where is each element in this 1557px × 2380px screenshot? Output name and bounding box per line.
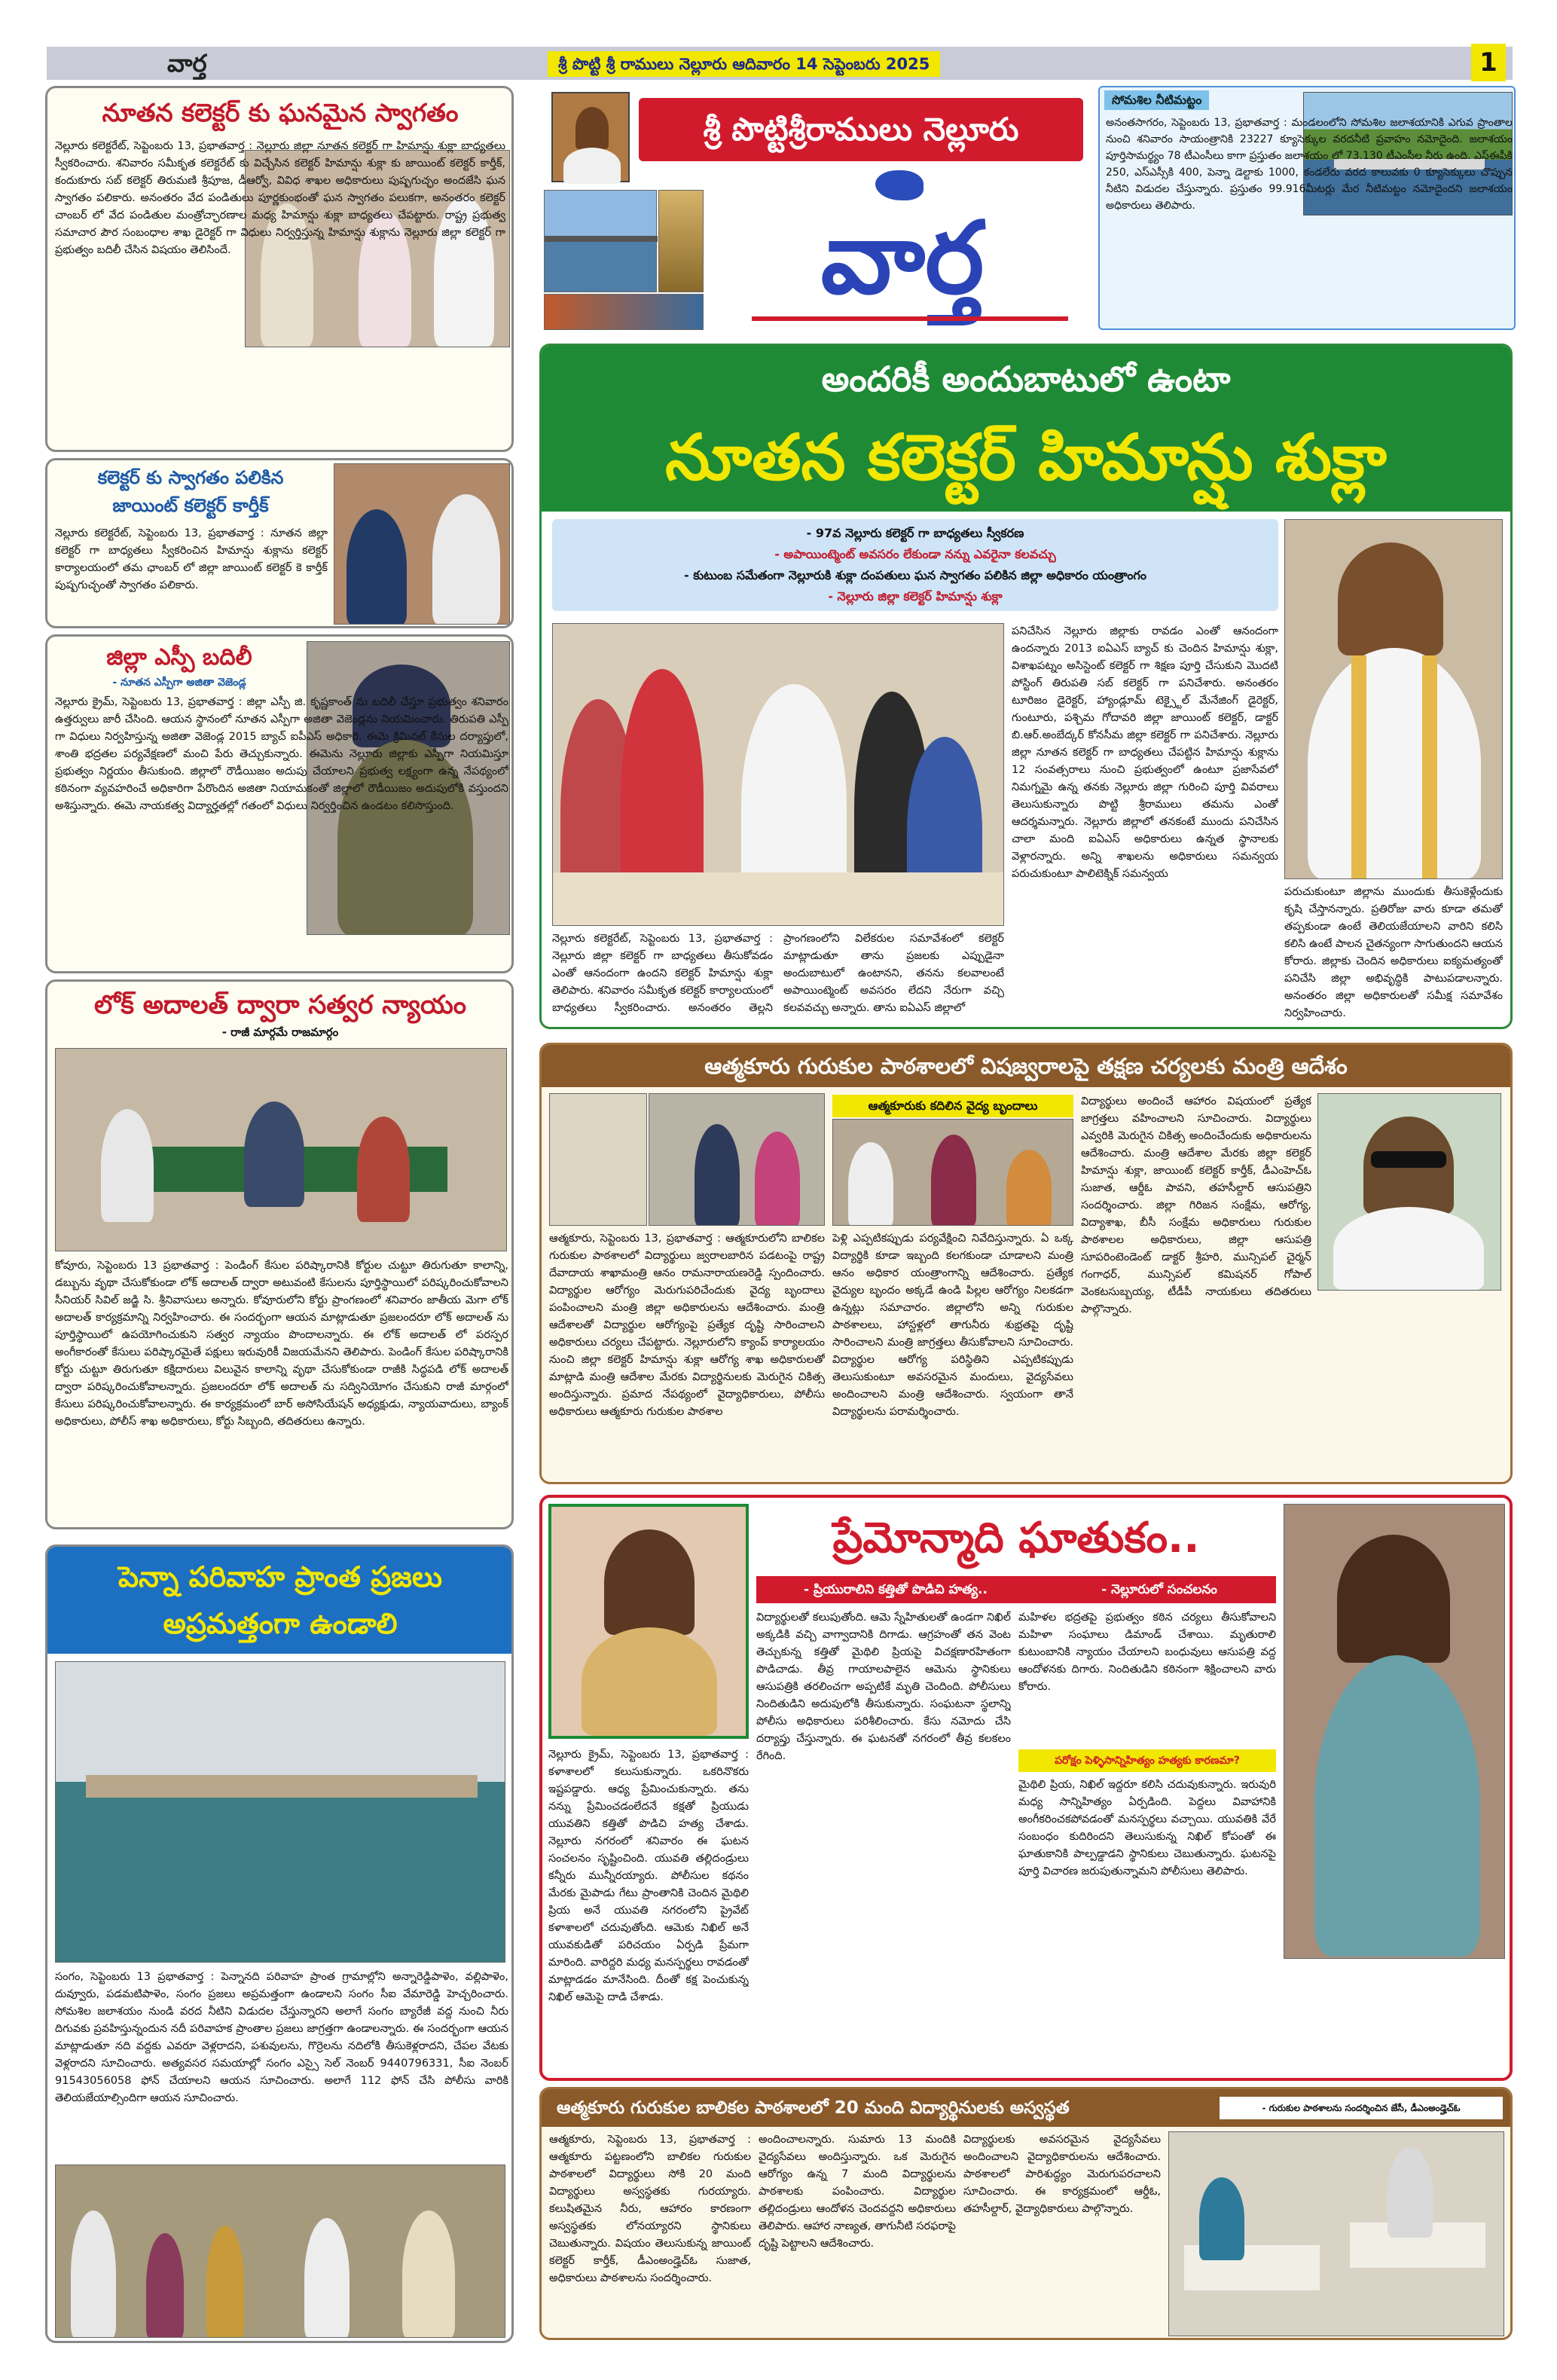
crime-question-box xyxy=(1018,1749,1276,1772)
penna-headline-2: అప్రమత్తంగా ఉండాలి xyxy=(163,1607,398,1640)
atmakur-minister-text-c: విద్యార్థులు అందించే ఆహారం విషయంలో ప్రత్యేక జాగ్రత్తలు వహించాలని సూచించారు. విద్యార్థులు ఎవ్వరికి మెరుగైన చికిత్స అందించేందుకు అధికారులను ఆదేశించారు. మంత్రి ఆదేశాల మేరకు జిల్లా కలెక్టర్ హిమాన్షు శుక్లా, జాయింట్ కలెక్టర్ కార్తీక్, డీఎంహెచ్ఓ సుజాత, ఆర్డీఓ పావని, తహసీల్దార్ ఆసుపత్రిని సందర్శించారు. జిల్లా గిరిజన సంక్షేమ, ఆరోగ్య, విద్యాశాఖ, బీసీ సంక్షేమ అధికారులు గురుకుల పాఠశాలల అధికారులు, జిల్లా ఆసుపత్రి సూపరింటెండెంట్ డాక్టర్ శ్రీహరి, మున్సిపల్ చైర్మన్ గంగాధర్, మున్సిపల్ కమిషనర్ గోపాల్ వెంకటసుబ్బయ్య, టీడీపీ నాయకులు తదితరులు పాల్గొన్నారు. xyxy=(1081,1095,1311,1315)
sp-text: నెల్లూరు క్రైమ్, సెప్టెంబరు 13, ప్రభాతవార్త : జిల్లా ఎస్పీ జి. కృష్ణకాంత్ ను బదిలీ చేస్తూ ప్రభుత్వం శనివారం ఉత్తర్వులు జారీ చేసింది. ఆయన స్థానంలో నూతన ఎస్పీగా అజితా వెజెండ్లను నియమించారు. తిరుపతి ఎస్పీ గా విధులు నిర్వహిస్తున్న అజితా వెజెండ్ల 2015 బ్యాచ్ ఐపీఎస్ అధికారి. ఈమె క్రిమినల్ కేసుల దర్యాప్తులో, శాంతి భద్రతల పర్యవేక్షణలో మంచి పేరు తెచ్చుకున్నారు. ఈమెను నెల్లూరు జిల్లాకు ఎస్పీగా నియమిస్తూ ప్రభుత్వం నిర్ణయం తీసుకుంది. జిల్లాలో రౌడీయిజం అదుపు చేయాలని ప్రభుత్వ లక్ష్యంగా ఉన్న నేపథ్యంలో కఠినంగా వ్యవహరించే అధికారిగా పేరొందిన అజితా నియామకంతో జిల్లాలో రౌడీయిజం అదుపులోకి వస్తుందని అశిస్తున్నారు. ఈమె నాయకత్వ విద్యార్హతల్లో గతంలో విధులు నిర్వర్తించిన ఉండటం కలిసొస్తుంది. xyxy=(55,696,508,812)
sp-story-box xyxy=(45,634,514,973)
somasila-title: సోమశిల నీటిమట్టం xyxy=(1104,90,1209,110)
lead-bullet-2: - అపాయింట్మెంట్ అవసరం లేకుండా నన్ను ఎవరైనా కలవచ్చు xyxy=(774,547,1056,561)
river-bridge-photo xyxy=(544,190,657,292)
atmakur-medical-photo-3 xyxy=(832,1119,1073,1226)
lead-kicker: అందరికీ అందుబాటులో ఉంటా xyxy=(821,359,1231,399)
jc-photo xyxy=(334,463,510,625)
penna-story-box xyxy=(45,1544,514,2343)
lead-text-a: నెల్లూరు కలెక్టరేట్, సెప్టెంబరు 13, ప్రభాతవార్త : నెల్లూరు జిల్లా కలెక్టర్ గా బాధ్యతలు తీసుకోవడం ఎంతో ఆనందంగా ఉందని కలెక్టర్ హిమాన్షు శుక్లా తెలిపారు. శనివారం సమీకృత కలెక్టర్ కార్యాలయంలో బాధ్యతలు స్వీకరించారు. అనంతరం తెల్లని ప్రాంగణంలోని విలేకరుల సమావేశంలో కలెక్టర్ మాట్లాడుతూ తాను ప్రజలకు ఎప్పుడైనా అందుబాటులో ఉంటానని, తనను కలవాలంటే అపాయింట్మెంట్ అవసరం లేదని నేరుగా వచ్చి కలవవచ్చు అన్నారు. తాను ఐఏఎస్ జిల్లాలో xyxy=(552,933,1004,1014)
atmakur-minister-text-b: పెళ్లి ఎప్పటికప్పుడు పర్యవేక్షించి నివేదిస్తున్నారు. ఏ ఒక్క విద్యార్థికి కూడా ఇబ్బంది కలగకుండా చూడాలని మంత్రి ఆనం అధికార యంత్రాంగాన్ని ఆదేశించారు. ప్రత్యేక వైద్యుల బృందం అక్కడే ఉండి పిల్లల ఆరోగ్యం నిలకడగా ఉన్నట్లు సమాచారం. జిల్లాలోని అన్ని గురుకుల పాఠశాలలు, హాస్టళ్లలో తాగునీరు శుభ్రతపై దృష్టి సారించాలని మంత్రి జాగ్రత్తలు తీసుకోవాలని సూచించారు. విద్యార్థుల ఆరోగ్య పరిస్థితిని ఎప్పటికప్పుడు తెలుసుకుంటూ అవసరమైన మందులు, వైద్యసేవలు అందించాలని మంత్రి ఆదేశించారు. స్వయంగా తానే విద్యార్థులను పరామర్శించారు. xyxy=(832,1233,1073,1418)
crime-headline: ప్రేమోన్మాది ఘాతుకం.. xyxy=(832,1514,1200,1563)
crime-text-c: మైథిలి ప్రియ, నిఖిల్ ఇద్దరూ కలిసి చదువుకున్నారు. ఇరువురి మధ్య సాన్నిహిత్యం ఏర్పడింది. పెద్దలు వివాహానికి అంగీకరించకపోవడంతో మనస్పర్థలు వచ్చాయి. యువతికి వేరే సంబంధం కుదిరిందని తెలుసుకున్న నిఖిల్ కోపంతో ఈ ఘాతుకానికి పాల్పడ్డాడని స్థానికులు చెబుతున్నారు. ఘటనపై పూర్తి విచారణ జరుపుతున్నామని పోలీసులు తెలిపారు. xyxy=(1018,1779,1276,1877)
temple-gopuram-photo xyxy=(658,190,704,292)
atmakur-students-text-a: ఆత్మకూరు, సెప్టెంబరు 13, ప్రభాతవార్త : ఆత్మకూరు పట్టణంలోని బాలికల గురుకుల పాఠశాలలో విద్యార్థులు సోకి 20 మంది విద్యార్థులు అస్వస్థతకు గురయ్యారు. కలుషితమైన నీరు, ఆహారం కారణంగా అస్వస్థతకు లోనయ్యారని స్థానికులు చెబుతున్నారు. విషయం తెలుసుకున్న జాయింట్ కలెక్టర్ కార్తీక్, డీఎంఅండ్హెచ్ఓ సుజాత, అధికారులు పాఠశాలను సందర్శించారు. xyxy=(549,2134,751,2284)
atmakur-minister-box xyxy=(539,1043,1513,1484)
jc-headline-2: జాయింట్ కలెక్టర్ కార్తీక్ xyxy=(112,495,269,516)
lead-bullet-4: - నెల్లూరు జిల్లా కలెక్టర్ హిమాన్షు శుక్లా xyxy=(828,589,1003,603)
welcome-headline: నూతన కలెక్టర్ కు ఘనమైన స్వాగతం xyxy=(102,98,459,127)
top-header-bar xyxy=(47,47,1513,80)
penna-headline-1: పెన్నా పరివాహ ప్రాంత ప్రజలు xyxy=(118,1560,443,1593)
atmakur-students-headline-bar xyxy=(542,2089,1510,2127)
crime-subhead-bar xyxy=(756,1576,1276,1603)
atmakur-minister-headline: ఆత్మకూరు గురుకుల పాఠశాలలో విషజ్వరాలపై తక్షణ చర్యలకు మంత్రి ఆదేశం xyxy=(542,1045,1510,1087)
lokadalat-subhead: - రాజీ మార్గమే రాజమార్గం xyxy=(221,1025,339,1039)
lokadalat-headline: లోక్ అదాలత్ ద్వారా సత్వర న్యాయం xyxy=(94,990,466,1020)
atmakur-minister-text-a: ఆత్మకూరు, సెప్టెంబరు 13, ప్రభాతవార్త : ఆత్మకూరులోని బాలికల గురుకుల పాఠశాలలో విద్యార్థులు జ్వరాలబారిన పడటంపై రాష్ట్ర దేవాదాయ శాఖామంత్రి ఆనం రామనారాయణరెడ్డి స్పందించారు. విద్యార్థుల ఆరోగ్యం మెరుగుపరిచేందుకు వైద్య బృందాలు పంపించాలని మంత్రి జిల్లా అధికారులను ఆదేశించారు. మంత్రి ఆదేశాలతో విద్యార్థుల ఆరోగ్యంపై ప్రత్యేక దృష్టి సారించాలని అధికారులు చర్యలు చేపట్టారు. నెల్లూరులోని క్యాంప్ కార్యాలయం నుంచి జిల్లా కలెక్టర్ హిమాన్షు శుక్లా ఆరోగ్య శాఖ అధికారులతో మాట్లాడి మంత్రి ఆదేశాల మేరకు విద్యార్థినులకు మెరుగైన చికిత్స అందిస్తున్నారు. ప్రమాద నేపథ్యంలో వైద్యాధికారులు, పోలీసు అధికారులు ఆత్మకూరు గురుకుల పాఠశాల xyxy=(549,1233,825,1418)
sp-subhead: - నూతన ఎస్పీగా అజితా వెజెండ్ల xyxy=(112,677,246,689)
lead-text-c: పరుచుకుంటూ జిల్లాను ముందుకు తీసుకెళ్లేందుకు కృషి చేస్తానన్నారు. ప్రతిరోజు వారు కూడా తమతో తప్పకుండా ఉంటే తెలియజేయాలని వారిని కలిసి కలిసి ఉంటే పాలన చైతన్యంగా సాగుతుందని ఆయన కోరారు. జిల్లాకు చెందిన అధికారులు ఐక్యమత్యంతో పనిచేసి జిల్లా అభివృద్ధికి పాటుపడాలన్నారు. అనంతరం జిల్లా అధికారులతో సమీక్ష సమావేశం నిర్వహించారు. xyxy=(1284,886,1503,1019)
penna-text: సంగం, సెప్టెంబరు 13 ప్రభాతవార్త : పెన్నానది పరివాహ ప్రాంత గ్రామాల్లోని అన్నారెడ్డిపాళెం, వల్లిపాళెం, దువ్వూరు, పడమటిపాళెం, సంగం ప్రజలు అప్రమత్తంగా ఉండాలని సంగం సీఐ వేమారెడ్డి హెచ్చరించారు. సోమశిల జలాశయం నుండి వరద నీటిని విడుదల చేస్తున్నారని అలాగే సంగం బ్యారేజీ వద్ద నుంచి నీరు దిగువకు ప్రవహిస్తున్నందున నదీ పరివాహక ప్రాంతాల ప్రజలు జాగ్రత్తగా ఉండాలన్నారు. ఈ సందర్భంగా ఆయన మాట్లాడుతూ నది వద్దకు ఎవరూ వెళ్లరాదని, పశువులను, గొర్రెలను నదిలోకి తీసుకెళ్లరాదని, చేపల వేటకు వెళ్లరాదని సూచించారు. అత్యవసర సమయాల్లో సంగం ఎస్సై సెల్ నెంబర్ 9440796331, సీఐ నెంబర్ 91543056058 ఫోన్ చేయాలని ఆయన సూచించారు. అలాగే 112 ఫోన్ చేసి పోలీసు వారికి తెలియజేయాల్సిందిగా ఆయన సూచించారు. xyxy=(55,1971,508,2104)
masthead xyxy=(541,89,1089,331)
lokadalat-text: కోవూరు, సెప్టెంబరు 13 ప్రభాతవార్త : పెండింగ్ కేసుల పరిష్కారానికి కోర్టుల చుట్టూ తిరుగుతూ కాలాన్ని, డబ్బును వృథా చేసుకోకుండా లోక్ అదాలత్ ద్వారా అటువంటి కేసులను పూర్తిస్థాయిలో పరిష్కరించుకోవాలని సీనియర్ సివిల్ జడ్జి సి. శ్రీనివాసులు అన్నారు. కోవూరులోని కోర్టు ప్రాంగణంలో శనివారం జాతీయ మెగా లోక్ అదాలత్ కార్యక్రమాన్ని నిర్వహించారు. ఈ సందర్భంగా ఆయన మాట్లాడుతూ ప్రజలందరూ లోక్ అదాలత్ ను పూర్తిస్థాయిలో ఉపయోగించుకుని సత్వర న్యాయం పొందాలన్నారు. ఈ లోక్ అదాలత్ లో పరస్పర అంగీకారంతో కేసులు పరిష్కారమైతే పక్షులు ఇరువురికీ విజయమేనని తెలిపారు. పెండింగ్ కేసుల పరిష్కారానికి కోర్టు చుట్టూ తిరుగుతూ కక్షిదారులు విలువైన కాలాన్ని వృథా చేసుకోకుండా రాజీకి సిద్ధపడి లోక్ అదాలత్ ద్వారా పరిష్కరించుకోవాలన్నారు. ప్రజలందరూ లోక్ అదాలత్ ను సద్వినియోగం చేసుకుని రాజీ మార్గంలో కేసులు పరిష్కరించుకోవాలన్నారు. ఈ కార్యక్రమంలో బార్ అసోసియేషన్ అధ్యక్షుడు, న్యాయవాదులు, బ్యాంక్ అధికారులు, పోలీస్ శాఖ అధికారులు, కోర్టు సిబ్బంది, తదితరులు ఉన్నారు. xyxy=(55,1260,508,1428)
jc-headline-1: కలెక్టర్ కు స్వాగతం పలికిన xyxy=(97,467,284,488)
penna-barrage-photo xyxy=(55,1661,505,1963)
atmakur-students-box xyxy=(539,2087,1513,2340)
penna-crowd-photo xyxy=(55,2165,505,2338)
edition-date-line: శ్రీ పొట్టి శ్రీ రాములు నెల్లూరు ఆదివారం 14 సెప్టెంబరు 2025 xyxy=(548,51,940,77)
crime-text-c-top: మహిళల భద్రతపై ప్రభుత్వం కఠిన చర్యలు తీసుకోవాలని మహిళా సంఘాలు డిమాండ్ చేశాయి. మృతురాలి కుటుంబానికి న్యాయం చేయాలని బంధువులు ఆసుపత్రి వద్ద ఆందోళనకు దిగారు. నిందితుడిని కఠినంగా శిక్షించాలని వారు కోరారు. xyxy=(1018,1612,1276,1693)
crime-question: పరోక్షం పెళ్ళిసాన్నిహిత్యం హత్యకు కారణమా? xyxy=(1055,1755,1240,1767)
somasila-text: అనంతసాగరం, సెప్టెంబరు 13, ప్రభాతవార్త : మండలంలోని సోమశిల జలాశయానికి ఎగువ ప్రాంతాల నుంచి శనివారం సాయంత్రానికి 23227 క్యూసెక్కుల వరదనీటి ప్రవాహం నమోదైంది. జలాశయం పూర్తిసామర్థ్యం 78 టీఎంసీలు కాగా ప్రస్తుతం జలాశయం లో 73.130 టీఎంసీల నీరు ఉంది. ఎస్ఈపీకి 250, ఎస్ఎస్సీకి 400, పెన్నా డెల్టాకు 1000, కండలేరు వరద కాలువకు 0 క్యూసెక్కులు చొప్పున నీటిని విడుదల చేస్తున్నారు. ప్రస్తుతం 99.916మీటర్లు మేర నీటిమట్టం నమోదైందని జలాశయం అధికారులు తెలిపారు. xyxy=(1106,117,1513,212)
atmakur-students-subhead: - గురుకుల పాఠశాలను సందర్శించిన జేసీ, డీఎంఅండ్హెచ్ఓ xyxy=(1220,2097,1503,2119)
collector-family-photo xyxy=(552,623,1004,926)
lokadalat-story-box xyxy=(45,979,514,1529)
lokadalat-photo xyxy=(55,1048,507,1251)
logo-underline xyxy=(752,316,1068,321)
lead-text-b: పనిచేసిన నెల్లూరు జిల్లాకు రావడం ఎంతో ఆనందంగా ఉందన్నారు 2013 ఐఏఎస్ బ్యాచ్ కు చెందిన హిమాన్షు శుక్లా, విశాఖపట్నం అసిస్టెంట్ కలెక్టర్ గా శిక్షణ పూర్తి చేసుకుని మొదటి పోస్టింగ్ తిరుపతి సబ్ కలెక్టర్ గా పనిచేశారు. అనంతరం టూరిజం డైరెక్టర్, హ్యాండ్లూమ్ టెక్స్టైల్ మేనేజింగ్ డైరెక్టర్, గుంటూరు, పశ్చిమ గోదావరి జిల్లా జాయింట్ కలెక్టర్, డాక్టర్ బి.ఆర్.అంబేద్కర్ కోనసీమ జిల్లా కలెక్టర్ గా పనిచేశారు. నెల్లూరు జిల్లా నూతన కలెక్టర్ గా బాధ్యతలు చేపట్టిన హిమాన్షు శుక్లాను 12 సంవత్సరాలు నుంచి ప్రభుత్వంలో ఉంటూ ప్రజాసేవలో నిమగ్నమై ఉన్న తనకు నెల్లూరు జిల్లా గురించి పూర్తి వివరాలు తెలుసుకున్నారు పొట్టి శ్రీరాములు తమను ఎంతో ఆదర్శమన్నారు. నెల్లూరు జిల్లాలో తనకంటే ముందు పనిచేసిన చాలా మంది ఐఏఎస్ అధికారులు ఉన్నత స్థానాలకు వెళ్లారన్నారు. అన్ని శాఖలను అధికారులు సమన్వయ పరుచుకుంటూ పాలిటెక్నిక్ సమన్వయ xyxy=(1012,625,1278,880)
lead-bullet-1: - 97వ నెల్లూరు కలెక్టర్ గా బాధ్యతలు స్వీకరణ xyxy=(806,526,1024,540)
atmakur-students-headline: ఆత్మకూరు గురుకుల బాలికల పాఠశాలలో 20 మంది విద్యార్థినులకు అస్వస్థత xyxy=(557,2098,1070,2118)
lead-headline: నూతన కలెక్టర్ హిమాన్షు శుక్లా xyxy=(665,420,1387,494)
dove-logo-icon xyxy=(875,170,924,200)
lead-bullet-3: - కుటుంబ సమేతంగా నెల్లూరుకి శుక్లా దంపతులు ఘన స్వాగతం పలికిన జిల్లా అధికారం యంత్రాంగం xyxy=(684,568,1146,582)
jc-story-box xyxy=(45,458,514,628)
crime-text-b: విద్యార్థులతో కలుపుతోంది. ఆమె స్నేహితులతో ఉండగా నిఖిల్ అక్కడికి వచ్చి వాగ్వాదానికి దిగాడు. ఆగ్రహంతో తన వెంట తెచ్చుకున్న కత్తితో మైథిలి ప్రియపై విచక్షణారహితంగా పొడిచాడు. తీవ్ర గాయాలపాలైన ఆమెను స్థానికులు ఆసుపత్రికి తరలించగా అప్పటికే మృతి చెందింది. పోలీసులు నిందితుడిని అదుపులోకి తీసుకున్నారు. సంఘటనా స్థలాన్ని పోలీసు అధికారులు పరిశీలించారు. కేసు నమోదు చేసి దర్యాప్తు చేస్తున్నారు. ఈ ఘటనతో నగరంలో తీవ్ర కలకలం రేగింది. xyxy=(756,1612,1011,1762)
collector-portrait-photo xyxy=(1284,519,1503,879)
victim-photo xyxy=(548,1504,749,1739)
crime-subhead-1: - ప్రియురాలిని కత్తితో పొడిచి హత్య.. xyxy=(804,1582,988,1597)
atmakur-medical-photo-2 xyxy=(649,1093,825,1226)
crime-text-a: నెల్లూరు క్రైమ్, సెప్టెంబరు 13, ప్రభాతవార్త : కళాశాలలో కలుసుకున్నారు. ఒకరినొకరు ఇష్టపడ్డారు. ఆధ్య ప్రేమించుకున్నారు. తను నన్ను ప్రేమించడంలేదనే కక్షతో ప్రియుడు యువతిని కత్తితో పొడిచి హత్య చేశాడు. నెల్లూరు నగరంలో శనివారం ఈ ఘటన సంచలనం సృష్టించింది. యువతి తల్లిదండ్రులు కన్నీరు మున్నీరయ్యారు. పోలీసుల కథనం మేరకు మైపాడు గేటు ప్రాంతానికి చెందిన మైథిలి ప్రియ అనే యువతి నగరంలోని ప్రైవేట్ కళాశాలలో చదువుతోంది. ఆమెకు నిఖిల్ అనే యువకుడితో పరిచయం ఏర్పడి ప్రేమగా మారింది. వారిద్దరి మధ్య మనస్పర్థలు రావడంతో మాట్లాడడం మానేసింది. దీంతో కక్ష పెంచుకున్న నిఖిల్ ఆమెపై దాడి చేశాడు. xyxy=(548,1749,749,2003)
main-logo: వార్త xyxy=(820,200,985,316)
lead-bullets xyxy=(552,519,1278,611)
minister-phone-photo xyxy=(1317,1093,1501,1291)
welcome-story-box xyxy=(45,86,514,452)
masthead-small-logo: వార్త xyxy=(167,49,207,78)
atmakur-students-text-c: విద్యార్థులకు అవసరమైన వైద్యసేవలు అందించాలని వైద్యాధికారులను ఆదేశించారు. పాఠశాలలో పారిశుద్ధ్యం మెరుగుపరచాలని సూచించారు. ఈ కార్యక్రమంలో ఆర్డీఓ, తహసీల్దార్, వైద్యాధికారులు పాల్గొన్నారు. xyxy=(963,2134,1161,2215)
atmakur-medical-photo-1 xyxy=(549,1093,647,1226)
victim-hospital-photo xyxy=(1284,1504,1505,1959)
sp-headline: జిల్లా ఎస్పీ బదిలీ xyxy=(106,644,252,671)
crime-subhead-2: - నెల్లూరులో సంచలనం xyxy=(1101,1582,1217,1597)
crime-story-box xyxy=(539,1495,1513,2081)
lead-story-box xyxy=(539,344,1513,1029)
jc-text: నెల్లూరు కలెక్టరేట్, సెప్టెంబరు 13, ప్రభాతవార్త : నూతన జిల్లా కలెక్టర్ గా బాధ్యతలు స్వీకరించిన హిమాన్షు శుక్లాను కలెక్టర్ కార్యాలయంలో తమ ఛాంబర్ లో జిల్లా జాయింట్ కలెక్టర్ కె కార్తీక్ పుష్పగుచ్ఛంతో స్వాగతం పలికారు. xyxy=(55,527,328,591)
atmakur-students-text-b: అందించాలన్నారు. సుమారు 13 మందికి వైద్యసేవలు అందిస్తున్నారు. ఒక మెరుగైన ఆరోగ్యం ఉన్న 7 మంది విద్యార్థులను పాఠశాలకు పంపించారు. విద్యార్థుల తల్లిదండ్రులు ఆందోళన చెందవద్దని అధికారులు తెలిపారు. ఆహార నాణ్యత, తాగునీటి సరఫరాపై దృష్టి పెట్టాలని ఆదేశించారు. xyxy=(759,2134,956,2250)
district-banner: శ్రీ పొట్టిశ్రీరాములు నెల్లూరు xyxy=(639,98,1083,161)
welcome-text: నెల్లూరు కలెక్టరేట్, సెప్టెంబరు 13, ప్రభాతవార్త : నెల్లూరు జిల్లా నూతన కలెక్టర్ గా హిమాన్షు శుక్లా బాధ్యతలు స్వీకరించారు. శనివారం సమీకృత కలెక్టరేట్ కు విచ్చేసిన కలెక్టర్ హిమాన్షు శుక్లా కు జాయింట్ కలెక్టర్ కార్తీక్, కందుకూరు సబ్ కలెక్టర్ తిరుమణి శ్రీపూజ, డీఆర్వో, వివిధ శాఖల అధికారులు పుష్పగుచ్ఛం అందజేసి ఘన స్వాగతం పలికారు. అనంతరం వేద పండితులు పూర్ణకుంభంతో ఘన స్వాగతం పలుకగా, అనంతరం కలెక్టర్ చాంబర్ లో వేద పండితుల మంత్రోచ్ఛారణాల మధ్య హిమాన్షు శుక్లా బాధ్యతలు చేపట్టారు. రాష్ట్ర ప్రభుత్వ సమాచార పౌర సంబంధాల శాఖ డైరెక్టర్ గా విధులు నిర్వర్తిస్తున్న హిమాన్షు శుక్లాను నెల్లూరు జిల్లా కలెక్టర్ గా ప్రభుత్వం బదిలీ చేసిన విషయం తెలిసిందే. xyxy=(55,140,505,256)
somasila-box xyxy=(1098,86,1516,330)
atmakur-photo-caption: ఆత్మకూరుకు కదిలిన వైద్య బృందాలు xyxy=(832,1095,1073,1117)
page-number: 1 xyxy=(1471,44,1506,81)
founder-portrait xyxy=(551,92,630,182)
students-hospital-photo xyxy=(1168,2131,1504,2336)
harbour-photo xyxy=(544,294,704,330)
